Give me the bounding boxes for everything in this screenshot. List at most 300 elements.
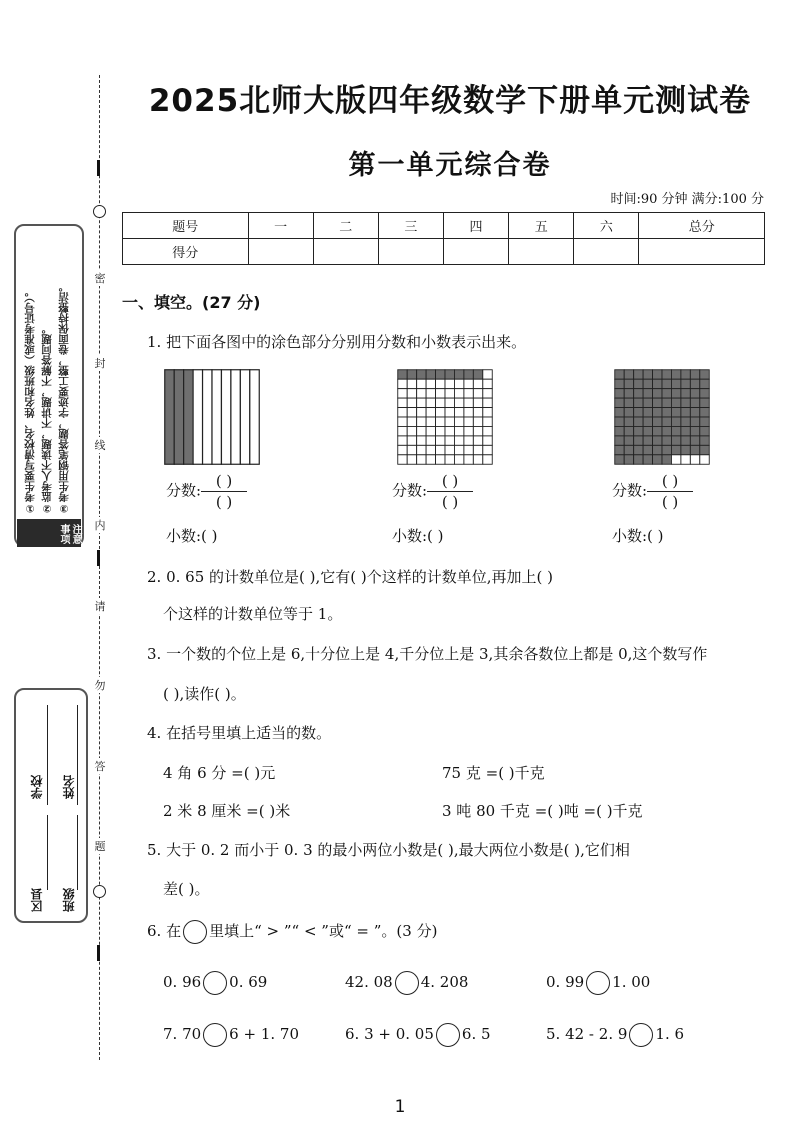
score-table-score-row: [123, 239, 765, 265]
grid-cell: [634, 408, 643, 417]
strip-cell: [165, 370, 174, 465]
denominator-blank[interactable]: ( ): [441, 493, 459, 511]
grid-cell: [454, 408, 463, 417]
grid-cell: [615, 379, 624, 388]
grid-cell: [671, 436, 680, 445]
seal-char: 内: [91, 517, 109, 533]
grid-cell: [436, 389, 445, 398]
grid-cell: [690, 455, 699, 464]
compare-right: 1. 00: [612, 973, 651, 991]
grid-cell: [407, 379, 416, 388]
grid-cell: [634, 379, 643, 388]
grid-cell: [624, 417, 633, 426]
strip-cell: [212, 370, 221, 465]
numerator-blank[interactable]: ( ): [661, 472, 679, 490]
grid-cell: [426, 398, 435, 407]
grid-cell: [445, 436, 454, 445]
grid-cell: [398, 370, 407, 379]
grid-cell: [445, 445, 454, 454]
time-info: 时间:90 分钟 满分:100 分: [610, 192, 764, 207]
grid-cell: [653, 445, 662, 454]
grid-cell: [615, 408, 624, 417]
answer-circle[interactable]: [586, 971, 610, 995]
grid-cell: [483, 455, 492, 464]
compare-left: 42. 08: [345, 973, 393, 991]
score-input-cell[interactable]: [313, 239, 378, 265]
grid-cell: [407, 436, 416, 445]
grid-cell: [436, 398, 445, 407]
grid-cell: [643, 398, 652, 407]
answer-circle[interactable]: [395, 971, 419, 995]
numerator-blank[interactable]: ( ): [215, 472, 233, 490]
q4-item: 75 克 =( )千克: [442, 764, 545, 782]
decimal-answer[interactable]: 小数:( ): [392, 527, 444, 545]
grid-cell: [690, 436, 699, 445]
grid-cell: [615, 370, 624, 379]
grid-cell: [690, 426, 699, 435]
grid-cell: [634, 455, 643, 464]
grid-cell: [662, 426, 671, 435]
grid-cell: [671, 370, 680, 379]
grid-cell: [615, 417, 624, 426]
score-cell: 一: [248, 213, 313, 239]
grid-cell: [473, 370, 482, 379]
grid-cell: [454, 370, 463, 379]
compare-left: 0. 96: [163, 973, 202, 991]
strip-cell: [250, 370, 259, 465]
score-input-cell[interactable]: [639, 239, 765, 265]
grid-cell: [464, 445, 473, 454]
grid-cell: [483, 370, 492, 379]
binding-hole: [93, 885, 106, 898]
grid-cell: [483, 408, 492, 417]
grid-cell: [426, 455, 435, 464]
grid-cell: [483, 445, 492, 454]
q4-item: 3 吨 80 千克 =( )吨 =( )千克: [442, 802, 643, 820]
grid-cell: [436, 426, 445, 435]
score-cell: 五: [509, 213, 574, 239]
grid-cell: [662, 417, 671, 426]
grid-cell: [653, 408, 662, 417]
grid-cell: [483, 389, 492, 398]
grid-cell: [473, 389, 482, 398]
score-table: [122, 212, 765, 265]
grid-cell: [681, 455, 690, 464]
binding-line: [99, 75, 100, 1060]
comparison-item: [163, 1023, 299, 1047]
grid-cell: [417, 379, 426, 388]
grid-cell: [653, 436, 662, 445]
grid-cell: [454, 379, 463, 388]
grid-cell: [700, 370, 709, 379]
grid-cell: [426, 408, 435, 417]
grid-cell: [662, 379, 671, 388]
grid-cell: [624, 455, 633, 464]
grid-cell: [653, 398, 662, 407]
q6-suffix: 里填上“ > ”“ < ”或“ = ”。(3 分): [209, 922, 438, 940]
compare-right: 6. 5: [461, 1025, 491, 1043]
grid-cell: [464, 417, 473, 426]
grid-cell: [436, 370, 445, 379]
grid-cell: [634, 426, 643, 435]
grid-cell: [662, 455, 671, 464]
question-3-cont: ( ),读作( )。: [163, 685, 246, 703]
grid-cell: [417, 445, 426, 454]
grid-cell: [671, 408, 680, 417]
grid-cell: [653, 426, 662, 435]
grid-cell: [398, 436, 407, 445]
grid-cell: [700, 389, 709, 398]
grid-cell: [417, 370, 426, 379]
district-label: 区县: [30, 888, 44, 912]
score-input-cell[interactable]: [509, 239, 574, 265]
grid-cell: [436, 417, 445, 426]
grid-cell: [690, 408, 699, 417]
comparison-item: [345, 971, 468, 995]
grid-cell: [681, 370, 690, 379]
fraction-answer: [166, 472, 247, 511]
grid-cell: [445, 417, 454, 426]
grid-cell: [681, 389, 690, 398]
grid-cell: [454, 389, 463, 398]
grid-cell: [662, 445, 671, 454]
grid-cell: [662, 370, 671, 379]
grid-cell: [483, 436, 492, 445]
strip-cell: [193, 370, 202, 465]
comparison-item: [546, 1023, 684, 1047]
grid-cell: [700, 408, 709, 417]
question-3: 3. 一个数的个位上是 6,十分位上是 4,千分位上是 3,其余各数位上都是 0,这个数写作: [147, 645, 708, 663]
fraction-label: 分数:: [392, 481, 428, 500]
grid-cell: [426, 370, 435, 379]
grid-cell: [634, 436, 643, 445]
grid-cell: [426, 417, 435, 426]
grid-cell: [700, 426, 709, 435]
grid-cell: [615, 445, 624, 454]
grid-cell: [615, 426, 624, 435]
grid-cell: [662, 389, 671, 398]
compare-right: 4. 208: [420, 973, 469, 991]
grid-cell: [624, 445, 633, 454]
grid-cell: [690, 370, 699, 379]
compare-right: 6 + 1. 70: [229, 1025, 299, 1043]
grid-cell: [634, 445, 643, 454]
grid-cell: [464, 408, 473, 417]
grid-cell: [398, 445, 407, 454]
seal-char: 封: [91, 355, 109, 371]
grid-cell: [436, 445, 445, 454]
grid-cell: [417, 455, 426, 464]
grid-cell: [681, 379, 690, 388]
grid-cell: [464, 370, 473, 379]
grid-cell: [417, 417, 426, 426]
grid-cell: [624, 379, 633, 388]
grid-cell: [417, 398, 426, 407]
q4-item: 2 米 8 厘米 =( )米: [163, 802, 291, 820]
grid-cell: [700, 379, 709, 388]
grid-cell: [407, 417, 416, 426]
notice-line: ③考生用钢笔答题，字迹要工整，卷面保持整洁。: [58, 281, 70, 514]
grid-cell: [671, 389, 680, 398]
grid-cell: [454, 436, 463, 445]
grid-cell: [407, 370, 416, 379]
grid-cell: [700, 398, 709, 407]
grid-cell: [407, 445, 416, 454]
score-cell: 三: [378, 213, 443, 239]
grid-cell: [624, 408, 633, 417]
grid-cell: [445, 398, 454, 407]
grid-cell: [398, 417, 407, 426]
grid-cell: [624, 436, 633, 445]
grid-cell: [398, 408, 407, 417]
grid-figure: [397, 369, 493, 465]
numerator-blank[interactable]: ( ): [441, 472, 459, 490]
grid-cell: [407, 389, 416, 398]
grid-cell: [643, 370, 652, 379]
notice-line: ①考生要写清校名、姓名和班级（或准考证号）。: [24, 286, 36, 514]
seal-char: 答: [91, 758, 109, 774]
denominator-blank[interactable]: ( ): [661, 493, 679, 511]
grid-cell: [690, 379, 699, 388]
grid-cell: [662, 408, 671, 417]
grid-cell: [615, 455, 624, 464]
strip-cell: [174, 370, 183, 465]
grid-cell: [681, 408, 690, 417]
score-cell: 四: [443, 213, 508, 239]
grid-cell: [473, 379, 482, 388]
strip-cell: [184, 370, 193, 465]
grid-cell: [643, 426, 652, 435]
grid-cell: [473, 455, 482, 464]
grid-cell: [398, 398, 407, 407]
grid-cell: [473, 398, 482, 407]
name-blank: [77, 705, 78, 805]
seal-char: 勿: [91, 677, 109, 693]
strip-cell: [221, 370, 230, 465]
answer-circle[interactable]: [436, 1023, 460, 1047]
grid-cell: [445, 379, 454, 388]
class-label: 班级: [62, 888, 76, 912]
compare-left: 0. 99: [546, 973, 585, 991]
grid-cell: [624, 398, 633, 407]
grid-cell: [417, 389, 426, 398]
score-cell: 得分: [123, 239, 249, 265]
page-subtitle: 第一单元综合卷: [348, 150, 552, 181]
grid-cell: [653, 370, 662, 379]
grid-cell: [473, 417, 482, 426]
grid-cell: [615, 436, 624, 445]
grid-cell: [445, 389, 454, 398]
score-input-cell[interactable]: [378, 239, 443, 265]
grid-cell: [690, 445, 699, 454]
grid-cell: [426, 436, 435, 445]
grid-cell: [690, 389, 699, 398]
grid-cell: [700, 417, 709, 426]
fraction-label: 分数:: [166, 481, 202, 500]
question-5-cont: 差( )。: [163, 880, 210, 898]
grid-cell: [662, 436, 671, 445]
grid-cell: [681, 417, 690, 426]
grid-cell: [615, 398, 624, 407]
grid-cell: [436, 455, 445, 464]
decimal-answer[interactable]: 小数:( ): [166, 527, 218, 545]
page-title: 2025北师大版四年级数学下册单元测试卷: [148, 83, 752, 119]
grid-cell: [436, 408, 445, 417]
district-blank: [47, 815, 48, 890]
grid-cell: [643, 379, 652, 388]
grid-cell: [473, 436, 482, 445]
compare-left: 6. 3 + 0. 05: [345, 1025, 434, 1043]
grid-cell: [700, 445, 709, 454]
binding-mark: [97, 160, 100, 176]
grid-cell: [436, 379, 445, 388]
grid-cell: [417, 408, 426, 417]
grid-cell: [483, 398, 492, 407]
grid-cell: [681, 436, 690, 445]
grid-cell: [445, 426, 454, 435]
grid-cell: [464, 455, 473, 464]
grid-cell: [483, 379, 492, 388]
grid-cell: [445, 455, 454, 464]
binding-mark: [97, 945, 100, 961]
answer-circle[interactable]: [203, 1023, 227, 1047]
compare-right: 1. 6: [655, 1025, 685, 1043]
seal-char: 题: [91, 838, 109, 854]
fraction-label: 分数:: [612, 481, 648, 500]
fraction-answer: [392, 472, 473, 511]
grid-cell: [407, 455, 416, 464]
answer-circle[interactable]: [203, 971, 227, 995]
grid-cell: [671, 445, 680, 454]
school-label: 学校: [30, 775, 44, 799]
grid-cell: [681, 426, 690, 435]
grid-cell: [464, 379, 473, 388]
question-6: [147, 920, 437, 944]
seal-char: 请: [91, 598, 109, 614]
grid-cell: [426, 379, 435, 388]
strip-cell: [231, 370, 240, 465]
notice-line: ②监考人不读题，不讲题，不解答问题。: [41, 323, 53, 514]
grid-cell: [653, 389, 662, 398]
grid-cell: [426, 426, 435, 435]
grid-cell: [681, 445, 690, 454]
grid-cell: [643, 417, 652, 426]
answer-circle[interactable]: [629, 1023, 653, 1047]
score-cell: 题号: [123, 213, 249, 239]
question-5: 5. 大于 0. 2 而小于 0. 3 的最小两位小数是( ),最大两位小数是( ),它们相: [147, 841, 630, 859]
question-2: 2. 0. 65 的计数单位是( ),它有( )个这样的计数单位,再加上( ): [147, 568, 553, 586]
score-table-header-row: [123, 213, 765, 239]
strip-cell: [240, 370, 249, 465]
grid-cell: [454, 455, 463, 464]
score-input-cell[interactable]: [248, 239, 313, 265]
grid-cell: [407, 408, 416, 417]
score-cell: 总分: [639, 213, 765, 239]
page-number: 1: [394, 1097, 406, 1117]
grid-cell: [634, 370, 643, 379]
grid-cell: [671, 398, 680, 407]
compare-left: 7. 70: [163, 1025, 202, 1043]
grid-cell: [464, 398, 473, 407]
class-blank: [77, 815, 78, 890]
grid-cell: [662, 398, 671, 407]
grid-cell: [634, 398, 643, 407]
binding-mark: [97, 550, 100, 566]
score-input-cell[interactable]: [574, 239, 639, 265]
strip-cell: [203, 370, 212, 465]
grid-cell: [454, 417, 463, 426]
grid-cell: [643, 389, 652, 398]
school-blank: [47, 705, 48, 805]
grid-cell: [417, 426, 426, 435]
comparison-item: [345, 1023, 491, 1047]
q6-prefix: 6. 在: [147, 922, 182, 940]
grid-cell: [634, 417, 643, 426]
name-label: 姓名: [62, 775, 76, 799]
grid-figure: [614, 369, 710, 465]
q4-item: 4 角 6 分 =( )元: [163, 764, 276, 782]
grid-cell: [634, 389, 643, 398]
decimal-answer[interactable]: 小数:( ): [612, 527, 664, 545]
grid-cell: [445, 408, 454, 417]
grid-cell: [643, 436, 652, 445]
question-1: 1. 把下面各图中的涂色部分分别用分数和小数表示出来。: [147, 333, 527, 351]
binding-hole: [93, 205, 106, 218]
grid-cell: [417, 436, 426, 445]
grid-cell: [483, 417, 492, 426]
question-4: 4. 在括号里填上适当的数。: [147, 724, 332, 742]
grid-cell: [483, 426, 492, 435]
grid-cell: [398, 455, 407, 464]
grid-cell: [473, 426, 482, 435]
compare-right: 0. 69: [229, 973, 268, 991]
grid-cell: [398, 379, 407, 388]
grid-cell: [653, 379, 662, 388]
grid-cell: [407, 426, 416, 435]
question-2-cont: 个这样的计数单位等于 1。: [163, 605, 343, 623]
notice-text: [22, 232, 73, 514]
grid-cell: [624, 389, 633, 398]
grid-cell: [690, 398, 699, 407]
grid-cell: [407, 398, 416, 407]
denominator-blank[interactable]: ( ): [215, 493, 233, 511]
grid-cell: [454, 445, 463, 454]
grid-cell: [398, 389, 407, 398]
compare-circle-icon: [183, 920, 207, 944]
grid-cell: [681, 398, 690, 407]
score-input-cell[interactable]: [443, 239, 508, 265]
grid-cell: [398, 426, 407, 435]
strip-figure: [164, 369, 260, 465]
grid-cell: [671, 426, 680, 435]
grid-cell: [426, 389, 435, 398]
grid-cell: [700, 436, 709, 445]
grid-cell: [464, 436, 473, 445]
notice-title: 注意事项: [17, 519, 81, 547]
grid-cell: [671, 417, 680, 426]
grid-cell: [624, 426, 633, 435]
grid-cell: [615, 389, 624, 398]
fraction-answer: [612, 472, 693, 511]
score-cell: 六: [574, 213, 639, 239]
grid-cell: [700, 455, 709, 464]
score-cell: 二: [313, 213, 378, 239]
grid-cell: [690, 417, 699, 426]
seal-char: 线: [91, 437, 109, 453]
grid-cell: [454, 398, 463, 407]
grid-cell: [653, 455, 662, 464]
grid-cell: [671, 455, 680, 464]
